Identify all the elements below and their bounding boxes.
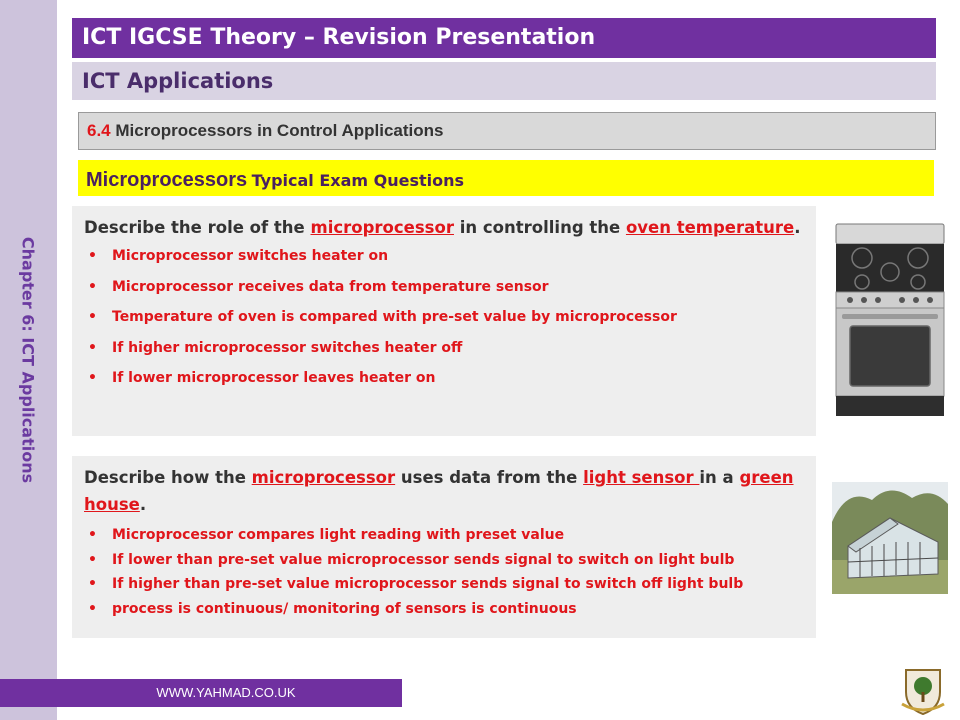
page-title: ICT IGCSE Theory – Revision Presentation — [72, 18, 936, 58]
answer-list — [72, 247, 816, 400]
answer-item: • Microprocessor compares light reading with preset value — [84, 526, 816, 551]
keyword-microprocessor: microprocessor — [310, 218, 454, 237]
chapter-label: Chapter 6: ICT Applications — [18, 236, 38, 484]
answer-item: • process is continuous/ monitoring of sensors is continuous — [84, 600, 816, 625]
banner-sub: Typical Exam Questions — [251, 171, 465, 190]
website-footer[interactable]: WWW.YAHMAD.CO.UK — [0, 679, 402, 707]
answer-item: • Microprocessor receives data from temperature sensor — [84, 278, 816, 309]
answer-item: • If lower than pre-set value microprocessor sends signal to switch on light bulb — [84, 551, 816, 576]
keyword-green-house: green house — [84, 468, 794, 514]
question-text — [72, 456, 816, 518]
question-text — [72, 206, 816, 241]
question-prefix: Describe how the — [84, 468, 252, 487]
oven-image — [832, 222, 948, 418]
answer-item: • If lower microprocessor leaves heater on — [84, 369, 816, 400]
answer-item: • If higher microprocessor switches heater off — [84, 339, 816, 370]
question-middle: in controlling the — [453, 218, 626, 237]
school-crest-logo — [896, 664, 950, 718]
answer-list — [72, 526, 816, 624]
question-middle: in a — [699, 468, 740, 487]
question-middle: uses data from the — [395, 468, 584, 487]
section-number: 6.4 — [87, 121, 111, 140]
section-heading — [78, 112, 936, 150]
question-box-greenhouse — [72, 456, 816, 638]
topic-banner — [78, 160, 934, 196]
keyword-light-sensor: light sensor — [583, 468, 700, 487]
sidebar — [0, 0, 57, 720]
greenhouse-image — [832, 482, 948, 594]
question-suffix: . — [794, 218, 801, 237]
answer-item: • Temperature of oven is compared with pre-set value by microprocessor — [84, 308, 816, 339]
keyword-oven-temperature: oven temperature — [625, 218, 795, 237]
page-subtitle: ICT Applications — [72, 62, 936, 100]
question-prefix: Describe the role of the — [84, 218, 311, 237]
answer-item: • Microprocessor switches heater on — [84, 247, 816, 278]
banner-main: Microprocessors — [86, 169, 248, 191]
question-box-oven — [72, 206, 816, 436]
section-title: Microprocessors in Control Applications — [115, 121, 444, 140]
answer-item: • If higher than pre-set value microprocessor sends signal to switch off light bulb — [84, 575, 816, 600]
question-suffix: . — [139, 495, 147, 514]
keyword-microprocessor: microprocessor — [251, 468, 396, 487]
